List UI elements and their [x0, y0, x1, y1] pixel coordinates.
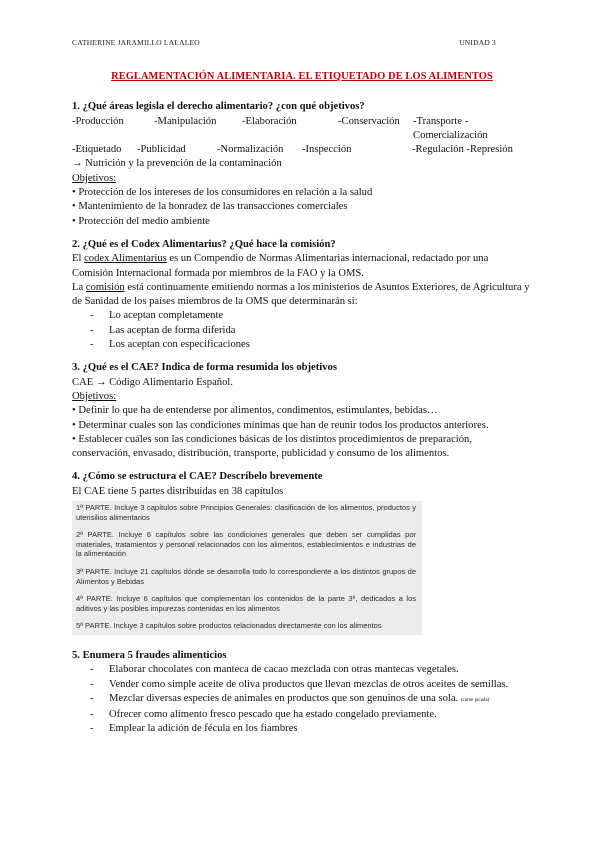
- section-2-question: 2. ¿Qué es el Codex Alimentarius? ¿Qué hace la comisión?: [72, 238, 336, 250]
- fraud-note: (carne picada): [460, 697, 490, 703]
- section-1-question: 1. ¿Qué áreas legisla el derecho alimentario? ¿con qué objetivos?: [72, 101, 365, 113]
- fraud-list: [90, 663, 532, 736]
- document-body: [72, 70, 532, 737]
- page-header: [72, 36, 496, 50]
- objectives-label: Objetivos:: [72, 390, 117, 402]
- list-item: - Elaborar chocolates con manteca de cacao mezclada con otras mantecas vegetales.: [90, 663, 532, 677]
- document-title: REGLAMENTACIÓN ALIMENTARIA. EL ETIQUETADO DE LOS ALIMENTOS: [111, 71, 493, 82]
- cae-parts-figure: [72, 501, 422, 635]
- list-item: [90, 692, 532, 708]
- objective-item: • Determinar cuales son las condiciones mínimas que han de reunir todos los productos anteriores.: [72, 419, 489, 431]
- text-span: El: [72, 253, 85, 265]
- area-item: -Elaboración: [242, 115, 297, 127]
- list-item: - Vender como simple aceite de oliva productos que llevan mezclas de otros aceites de semillas.: [90, 678, 532, 692]
- text-span: es un Compendio de Normas Alimentarias internacional, redactado por una Comisión Internacional formada por miembros de la FAO y la OMS.: [72, 253, 489, 279]
- areas-row-1: [72, 115, 532, 144]
- list-item: - Lo aceptan completamente: [90, 309, 532, 323]
- area-item: -Conservación: [338, 115, 400, 127]
- header-unit: UNIDAD 3: [459, 38, 496, 47]
- area-item: -Producción: [72, 115, 124, 127]
- nutrition-line: → Nutrición y la prevención de la contaminación: [72, 158, 282, 170]
- commission-term: comisión: [85, 281, 125, 293]
- fraud-text: Mezclar diversas especies de animales en productos que son genuinos de una sola.: [109, 692, 459, 704]
- list-item: - Ofrecer como alimento fresco pescado que ha estado congelado previamente.: [90, 708, 532, 722]
- text-span: La: [72, 281, 86, 293]
- section-5-question: 5. Enumera 5 fraudes alimenticios: [72, 649, 227, 661]
- area-item: -Publicidad: [137, 144, 186, 156]
- cae-definition: CAE → Código Alimentario Español.: [72, 376, 233, 388]
- cae-part: 5ª PARTE. Incluye 3 capítulos sobre productos relacionados directamente con los alimentos: [76, 621, 382, 631]
- objective-item: • Establecer cuáles son las condiciones básicas de los distintos procedimientos de preparación, conservación, envasado, distribución, transporte, publicidad y consumo de los alimentos.: [72, 433, 472, 460]
- list-item: - Emplear la adición de fécula en los fiambres: [90, 722, 532, 736]
- area-item: -Normalización: [217, 144, 284, 156]
- objective-item: • Protección del medio ambiente: [72, 215, 210, 227]
- text-span: está continuamente emitiendo normas a los ministerios de Asuntos Exteriores, de Agricultura y de Sanidad de los países miembros de la OMS que determinarán si:: [72, 281, 530, 308]
- area-item: -Transporte -Comercialización: [413, 115, 488, 141]
- cae-structure-intro: El CAE tiene 5 partes distribuidas en 38 capítulos: [72, 485, 284, 497]
- cae-part: 2ª PARTE. Incluye 6 capítulos sobre las condiciones generales que deben ser cumplidas por materiales, tratamientos y personal relacionados con los alimentos, establecimientos e industrias de la alimentación: [76, 530, 416, 559]
- codex-paragraph: [72, 252, 532, 281]
- cae-part: 4ª PARTE. Incluye 6 capítulos que complementan los contenidos de la parte 3ª, dedicados a los aditivos y las posibles impurezas contenidas en los alimentos: [76, 594, 416, 613]
- commission-paragraph: [72, 281, 532, 310]
- acceptance-list: [90, 309, 532, 352]
- objective-item: • Definir lo que ha de entenderse por alimentos, condimentos, estimulantes, bebidas…: [72, 405, 438, 417]
- codex-term: codex Alimentarius: [84, 253, 167, 265]
- objectives-label: Objetivos:: [72, 172, 117, 184]
- area-item: -Inspección: [302, 144, 352, 156]
- section-3-question: 3. ¿Qué es el CAE? Indica de forma resumida los objetivos: [72, 362, 337, 374]
- header-author: CATHERINE JARAMILLO LALALEO: [72, 38, 200, 47]
- area-item: -Manipulación: [154, 115, 217, 127]
- list-item: - Los aceptan con especificaciones: [90, 338, 532, 352]
- objective-item: • Protección de los intereses de los consumidores en relación a la salud: [72, 187, 373, 199]
- area-item: -Regulación -Represión: [412, 144, 513, 156]
- section-4-question: 4. ¿Cómo se estructura el CAE? Descríbelo brevemente: [72, 471, 323, 483]
- cae-part: 3ª PARTE. Incluye 21 capítulos dónde se desarrolla todo lo correspondiente a los distintos grupos de Alimentos y Bebidas: [76, 566, 416, 586]
- areas-row-2: [72, 143, 532, 157]
- list-item: - Las aceptan de forma diferida: [90, 324, 532, 338]
- cae-part: 1ª PARTE. Incluye 3 capítulos sobre Principios Generales: clasificación de los alimentos, productos y utensilios alimentarios: [76, 503, 416, 522]
- area-item: -Etiquetado: [72, 144, 122, 156]
- objective-item: • Mantenimiento de la honradez de las transacciones comerciales: [72, 201, 348, 213]
